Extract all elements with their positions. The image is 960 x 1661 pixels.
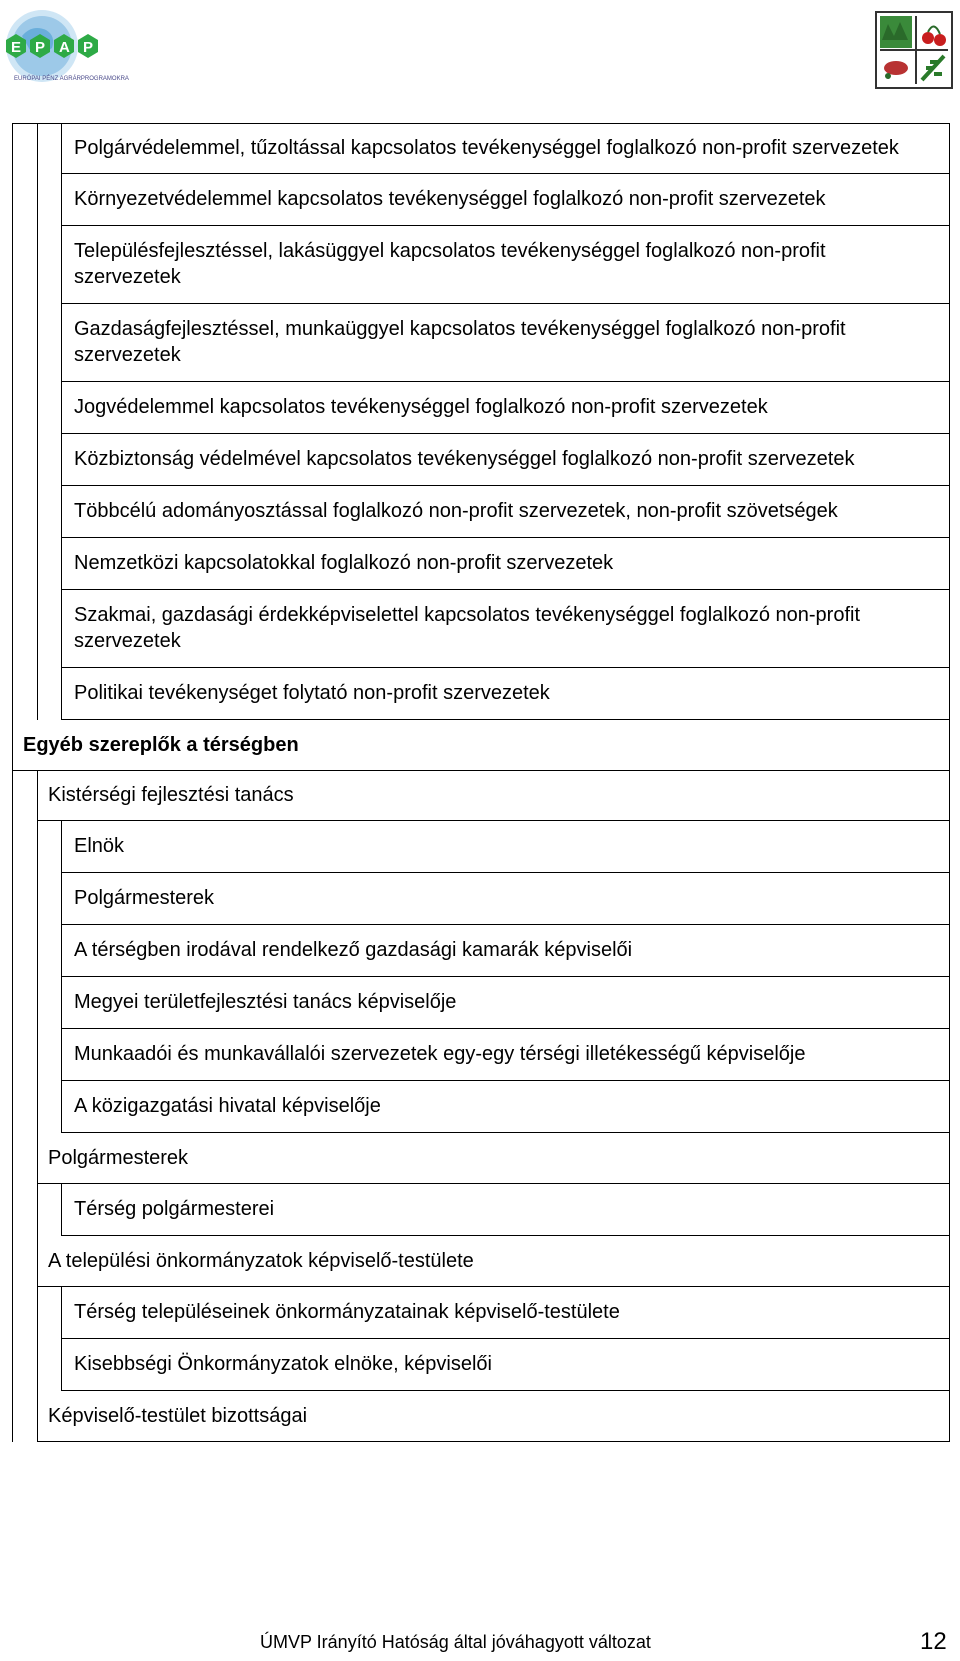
table-row (61, 1029, 950, 1081)
table-row (61, 304, 950, 382)
svg-text:E: E (11, 39, 22, 56)
row-text: Gazdaságfejlesztéssel, munkaüggyel kapcsolatos tevékenységgel foglalkozó non-profit szervezetek (74, 318, 846, 366)
row-text: Környezetvédelemmel kapcsolatos tevékenységgel foglalkozó non-profit szervezetek (74, 188, 826, 210)
kisterseg-group (13, 821, 950, 1133)
table-row (61, 124, 950, 174)
table-row (61, 1081, 950, 1133)
row-text: Kisebbségi Önkormányzatok elnöke, képviselői (74, 1353, 492, 1375)
row-text: Elnök (74, 835, 125, 857)
table-row (61, 590, 950, 668)
section-title (13, 720, 950, 771)
table-row (61, 873, 950, 925)
svg-text:P: P (83, 39, 94, 56)
table-row (61, 925, 950, 977)
row-text: A települési önkormányzatok képviselő-testülete (48, 1250, 474, 1272)
kisterseg-title (37, 771, 950, 821)
section-title-text: Egyéb szereplők a térségben (23, 734, 299, 756)
epap-logo (2, 6, 129, 86)
row-text: A közigazgatási hivatal képviselője (74, 1095, 381, 1117)
row-text: Megyei területfejlesztési tanács képviselője (74, 991, 457, 1013)
svg-text:P: P (35, 39, 46, 56)
row-text: Szakmai, gazdasági érdekképviselettel kapcsolatos tevékenységgel foglalkozó non-profit szervezetek (74, 604, 861, 652)
nonprofit-group (13, 124, 950, 720)
onkormanyzat-title (37, 1236, 950, 1287)
row-text: Településfejlesztéssel, lakásüggyel kapcsolatos tevékenységgel foglalkozó non-profit szervezetek (74, 240, 826, 288)
row-text: Jogvédelemmel kapcsolatos tevékenységgel foglalkozó non-profit szervezetek (74, 396, 768, 418)
table-row (61, 1339, 950, 1391)
row-text: Polgármesterek (74, 887, 215, 909)
row-text: Többcélú adományosztással foglalkozó non-profit szervezetek, non-profit szövetségek (74, 500, 838, 522)
table-row (61, 1287, 950, 1339)
page-number: 12 (920, 1628, 947, 1655)
onkormanyzat-group (13, 1287, 950, 1391)
table-row (61, 668, 950, 720)
polgarmesterek-title (37, 1133, 950, 1184)
row-text: Kistérségi fejlesztési tanács (48, 784, 294, 806)
row-text: Közbiztonság védelmével kapcsolatos tevékenységgel foglalkozó non-profit szervezetek (74, 448, 855, 470)
organization-table (12, 123, 950, 1442)
table-row (61, 538, 950, 590)
table-row (61, 821, 950, 873)
table-row (61, 486, 950, 538)
row-text: Polgárvédelemmel, tűzoltással kapcsolatos tevékenységgel foglalkozó non-profit szervezetek (74, 137, 899, 159)
table-row (61, 1184, 950, 1236)
svg-text:A: A (59, 39, 70, 56)
table-row (61, 174, 950, 226)
polgarmesterek-group (13, 1184, 950, 1236)
row-text: Nemzetközi kapcsolatokkal foglalkozó non-profit szervezetek (74, 552, 614, 574)
bizottsagai-row (37, 1391, 950, 1442)
row-text: Térség polgármesterei (74, 1198, 275, 1220)
row-text: A térségben irodával rendelkező gazdasági kamarák képviselői (74, 939, 633, 961)
page-footer (0, 1628, 960, 1658)
footer-text: ÚMVP Irányító Hatóság által jóváhagyott változat (260, 1632, 651, 1652)
row-text: Politikai tevékenységet folytató non-profit szervezetek (74, 682, 550, 704)
table-row (61, 977, 950, 1029)
row-text: Polgármesterek (48, 1147, 189, 1169)
agrar-logo (874, 10, 954, 90)
row-text: Térség településeinek önkormányzatainak képviselő-testülete (74, 1301, 620, 1323)
row-text: Munkaadói és munkavállalói szervezetek egy-egy térségi illetékességű képviselője (74, 1043, 806, 1065)
table-row (61, 434, 950, 486)
table-row (61, 226, 950, 304)
row-text: Képviselő-testület bizottságai (48, 1405, 308, 1427)
epap-caption: EURÓPAI PÉNZ AGRÁRPROGRAMOKRA (14, 76, 129, 82)
table-row (61, 382, 950, 434)
